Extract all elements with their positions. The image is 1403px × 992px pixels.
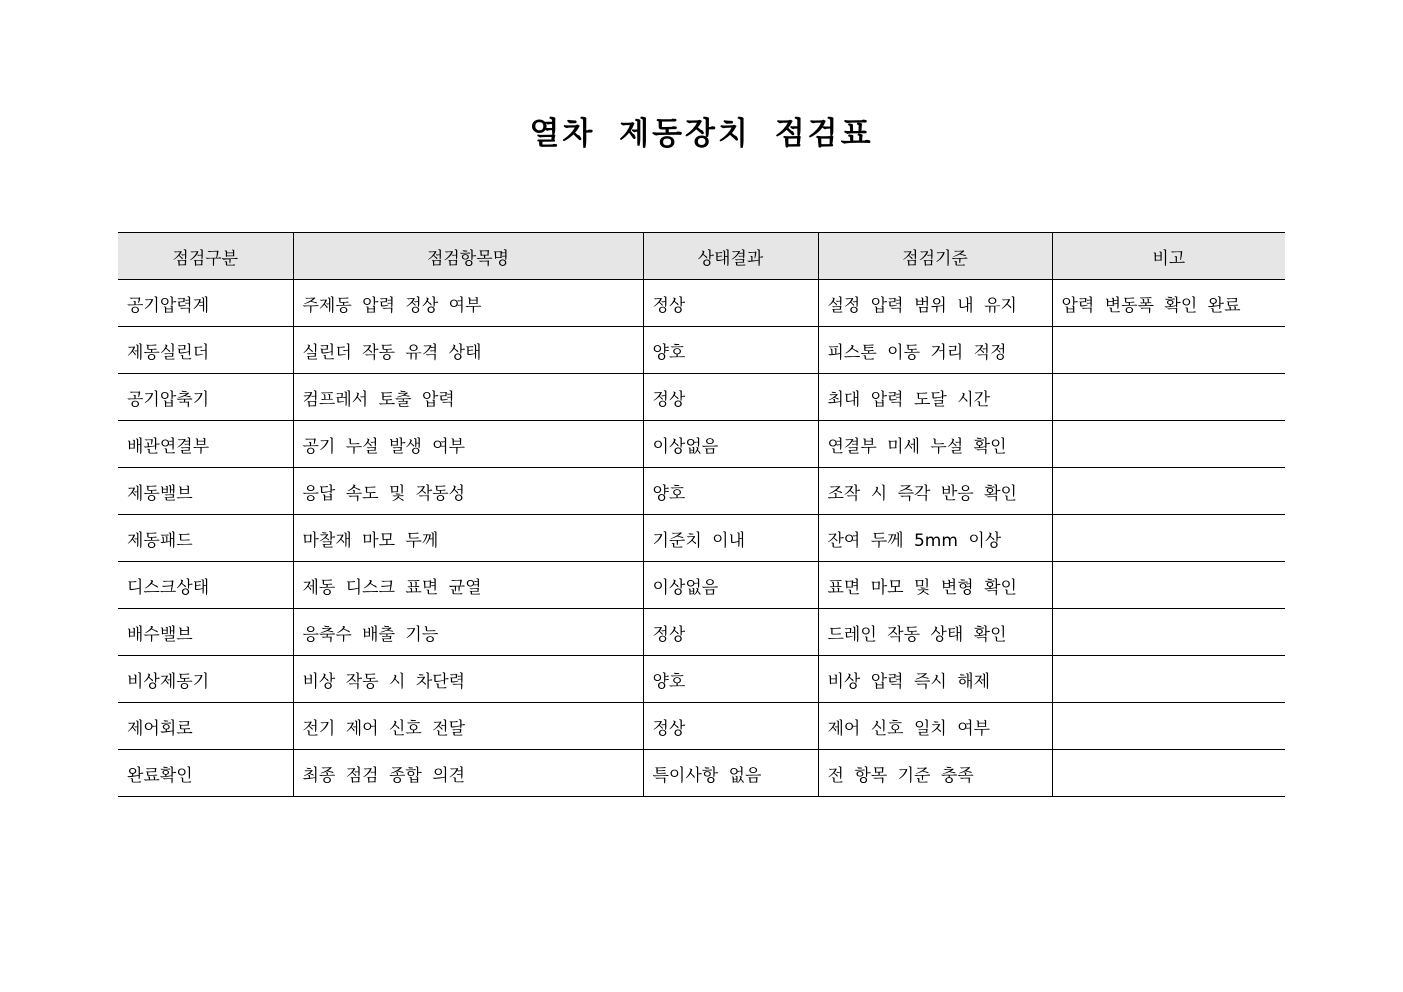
cell-criteria: 최대 압력 도달 시간: [818, 374, 1052, 421]
cell-category: 비상제동기: [118, 656, 293, 703]
header-category: 점검구분: [118, 233, 293, 280]
table-row: [118, 421, 1285, 468]
cell-item-name: 컴프레서 토출 압력: [293, 374, 643, 421]
cell-status-result: 정상: [643, 374, 818, 421]
table-row: [118, 468, 1285, 515]
cell-status-result: 정상: [643, 609, 818, 656]
header-remarks: 비고: [1052, 233, 1285, 280]
table-body: [118, 280, 1285, 797]
table-row: [118, 750, 1285, 797]
table-row: [118, 327, 1285, 374]
cell-category: 제동밸브: [118, 468, 293, 515]
cell-remarks: [1052, 468, 1285, 515]
cell-remarks: [1052, 374, 1285, 421]
cell-item-name: 최종 점검 종합 의견: [293, 750, 643, 797]
cell-item-name: 비상 작동 시 차단력: [293, 656, 643, 703]
cell-status-result: 정상: [643, 703, 818, 750]
cell-criteria: 연결부 미세 누설 확인: [818, 421, 1052, 468]
cell-status-result: 이상없음: [643, 421, 818, 468]
table-row: [118, 280, 1285, 327]
cell-status-result: 기준치 이내: [643, 515, 818, 562]
cell-item-name: 마찰재 마모 두께: [293, 515, 643, 562]
table-row: [118, 703, 1285, 750]
cell-criteria: 비상 압력 즉시 해제: [818, 656, 1052, 703]
cell-criteria: 설정 압력 범위 내 유지: [818, 280, 1052, 327]
cell-criteria: 잔여 두께 5mm 이상: [818, 515, 1052, 562]
cell-item-name: 응축수 배출 기능: [293, 609, 643, 656]
table-row: [118, 656, 1285, 703]
cell-item-name: 제동 디스크 표면 균열: [293, 562, 643, 609]
cell-category: 제어회로: [118, 703, 293, 750]
cell-criteria: 표면 마모 및 변형 확인: [818, 562, 1052, 609]
table-row: [118, 609, 1285, 656]
cell-status-result: 양호: [643, 468, 818, 515]
table-row: [118, 562, 1285, 609]
cell-status-result: 이상없음: [643, 562, 818, 609]
cell-status-result: 양호: [643, 656, 818, 703]
table-header: [118, 233, 1285, 280]
header-item-name: 점검항목명: [293, 233, 643, 280]
cell-item-name: 주제동 압력 정상 여부: [293, 280, 643, 327]
cell-criteria: 조작 시 즉각 반응 확인: [818, 468, 1052, 515]
cell-category: 제동실린더: [118, 327, 293, 374]
cell-status-result: 특이사항 없음: [643, 750, 818, 797]
cell-remarks: [1052, 609, 1285, 656]
document-title: 열차 제동장치 점검표: [529, 116, 874, 152]
cell-category: 제동패드: [118, 515, 293, 562]
cell-category: 공기압축기: [118, 374, 293, 421]
cell-category: 배관연결부: [118, 421, 293, 468]
cell-remarks: [1052, 703, 1285, 750]
cell-remarks: [1052, 750, 1285, 797]
cell-criteria: 전 항목 기준 충족: [818, 750, 1052, 797]
header-criteria: 점검기준: [818, 233, 1052, 280]
cell-status-result: 양호: [643, 327, 818, 374]
cell-item-name: 공기 누설 발생 여부: [293, 421, 643, 468]
header-status-result: 상태결과: [643, 233, 818, 280]
cell-category: 디스크상태: [118, 562, 293, 609]
cell-remarks: [1052, 562, 1285, 609]
cell-remarks: [1052, 656, 1285, 703]
table-row: [118, 374, 1285, 421]
cell-item-name: 응답 속도 및 작동성: [293, 468, 643, 515]
cell-criteria: 피스톤 이동 거리 적정: [818, 327, 1052, 374]
cell-remarks: [1052, 421, 1285, 468]
cell-criteria: 제어 신호 일치 여부: [818, 703, 1052, 750]
cell-category: 배수밸브: [118, 609, 293, 656]
cell-remarks: [1052, 515, 1285, 562]
cell-item-name: 전기 제어 신호 전달: [293, 703, 643, 750]
header-row: [118, 233, 1285, 280]
inspection-table: [118, 232, 1285, 797]
cell-item-name: 실린더 작동 유격 상태: [293, 327, 643, 374]
cell-category: 공기압력계: [118, 280, 293, 327]
cell-remarks: [1052, 327, 1285, 374]
cell-status-result: 정상: [643, 280, 818, 327]
cell-criteria: 드레인 작동 상태 확인: [818, 609, 1052, 656]
cell-category: 완료확인: [118, 750, 293, 797]
cell-remarks: 압력 변동폭 확인 완료: [1052, 280, 1285, 327]
table-row: [118, 515, 1285, 562]
